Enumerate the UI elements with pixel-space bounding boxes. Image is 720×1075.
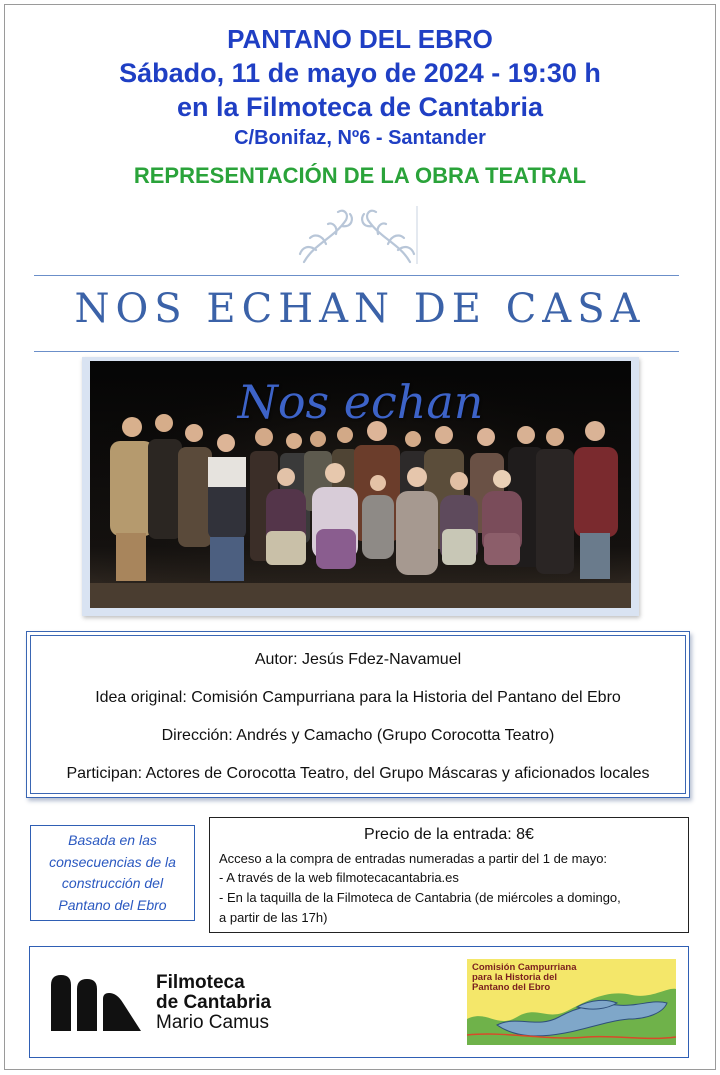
event-date-time: Sábado, 11 de mayo de 2024 - 19:30 h xyxy=(119,58,601,88)
comision-name-line2: para la Historia del xyxy=(472,972,558,983)
filmoteca-name-line2: de Cantabria xyxy=(156,992,272,1013)
filmoteca-logo-icon xyxy=(51,975,143,1031)
ticket-info-box xyxy=(209,817,689,933)
based-on-line: consecuencias de la xyxy=(49,853,176,870)
based-on-line: Pantano del Ebro xyxy=(58,896,167,913)
event-address: C/Bonifaz, Nº6 - Santander xyxy=(234,127,486,149)
based-on-line: construcción del xyxy=(61,875,164,891)
credits-box xyxy=(26,631,690,798)
ticket-box-office: - En la taquilla de la Filmoteca de Cantabria (de miércoles a domingo, xyxy=(219,890,621,905)
event-venue: en la Filmoteca de Cantabria xyxy=(176,92,544,122)
photo-caption: Nos echan xyxy=(237,375,484,429)
credit-direction: Dirección: Andrés y Camacho (Grupo Corocotta Teatro) xyxy=(161,727,555,744)
floral-ornament-icon xyxy=(294,204,420,266)
filmoteca-name-line3: Mario Camus xyxy=(156,1012,269,1033)
comision-name-line1: Comisión Campurriana xyxy=(472,962,577,973)
ticket-box-office-hours: a partir de las 17h) xyxy=(219,910,328,925)
title-rule-bottom xyxy=(34,351,679,352)
based-on-line: Basada en las xyxy=(68,832,157,848)
credit-author: Autor: Jesús Fdez-Navamuel xyxy=(254,651,462,668)
comision-logo-text xyxy=(472,963,577,993)
title-rule-top xyxy=(34,275,679,276)
cast-photo-frame xyxy=(82,357,639,616)
comision-logo xyxy=(467,959,676,1045)
event-subtitle: REPRESENTACIÓN DE LA OBRA TEATRAL xyxy=(133,163,587,188)
credit-participants: Participan: Actores de Corocotta Teatro, del Grupo Máscaras y aficionados locales xyxy=(66,765,650,782)
credit-original-idea: Idea original: Comisión Campurriana para la Historia del Pantano del Ebro xyxy=(95,689,621,706)
filmoteca-name-line1: Filmoteca xyxy=(156,972,245,993)
comision-name-line3: Pantano del Ebro xyxy=(472,982,551,993)
play-title: NOS ECHAN DE CASA xyxy=(74,286,646,332)
ticket-price: Precio de la entrada: 8€ xyxy=(364,826,534,843)
cast-photo xyxy=(90,361,631,608)
filmoteca-logo-text xyxy=(156,973,271,1033)
based-on-box xyxy=(30,825,195,921)
sponsor-logos xyxy=(29,946,689,1058)
ticket-web: - A través de la web filmotecacantabria.es xyxy=(219,870,459,885)
ticket-access: Acceso a la compra de entradas numeradas a partir del 1 de mayo: xyxy=(219,851,608,866)
event-name: PANTANO DEL EBRO xyxy=(227,24,493,54)
